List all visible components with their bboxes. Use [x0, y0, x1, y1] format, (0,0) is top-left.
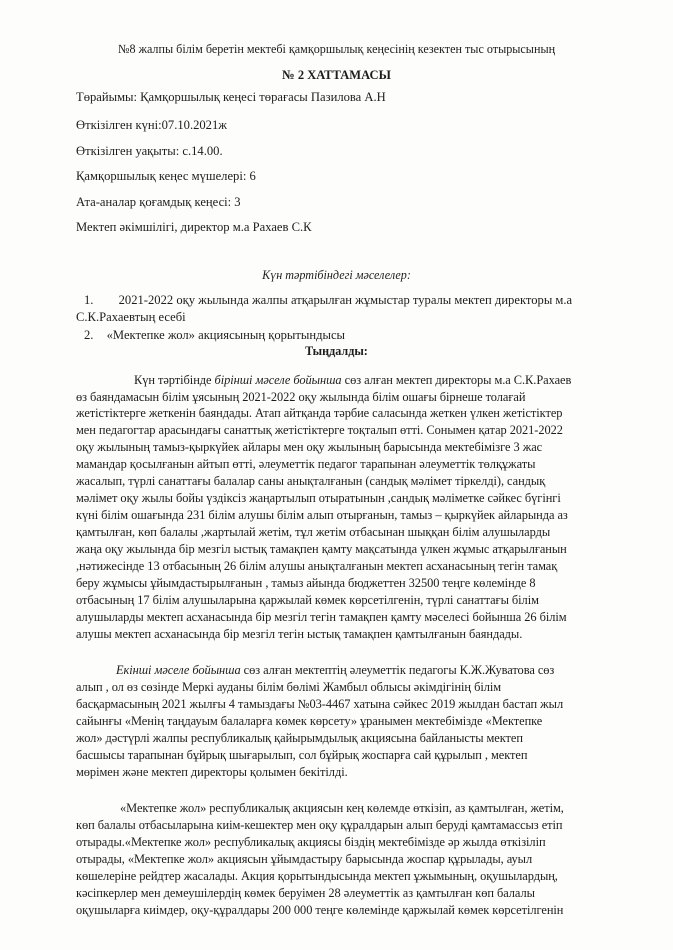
para1-line: алушы мектеп асханасында бір мезгіл тегін ыстық тамақпен қамтылғанын баяндады. — [76, 627, 523, 641]
para3-line: оқушыларға киімдер, оқу-құралдары 200 000 теңге көлемінде қаржылай көмек көрсетілгенін — [76, 903, 564, 917]
para1-line: Күн тәртібінде бірінші мәселе бойынша сөз алған мектеп директоры м.а С.К.Рахаев — [134, 373, 572, 387]
para1-line: жетістіктерге жеткенін баяндады. Атап айтқанда тәрбие саласында жеткен үлкен жетістіктер — [76, 406, 563, 420]
para1-line: өз баяндамасын білім ұясының 2021-2022 оқу жылында білім ошағы бірнеше толағай — [76, 390, 526, 404]
para1-line: оқу жылының тамыз-қыркүйек айлары мен оқу жылының барысында мектебімізге 3 жас — [76, 440, 543, 454]
para1-line: ,нәтижесінде 13 отбасының 26 білім алушы анықталғанын мектеп асханасының тегін тамақ — [76, 559, 558, 573]
para3-line: отырады, «Мектепке жол» акциясын ұйымдастыру барысында жоспар құрылады, ауыл — [76, 852, 533, 866]
para3-line: көп балалы отбасыларына киім-кешектер мен оқу құралдарын алып беруді қамтамассыз етіп — [76, 818, 563, 832]
meta-administration: Мектеп әкімшілігі, директор м.а Рахаев С.К — [76, 220, 312, 234]
para1-line: мәлімет оқу жылы бойы үздіксіз жаңартылып отыратынын ,сандық мәліметке сәйкес бүгінгі — [76, 491, 561, 505]
para3-line: көшелеріне рейдтер жасалады. Акция қорытындысында мектеп ұжымының, оқушылардың, — [76, 869, 558, 883]
meta-chair: Төрайымы: Қамқоршылық кеңесі төрағасы Пазилова А.Н — [76, 90, 386, 104]
para1-line: мамандар қосылғанын айтып өтті, әлеуметтік педагог тарапынан әлеуметтік төлқұжаты — [76, 457, 536, 471]
heard-heading: Тыңдалды: — [305, 344, 368, 358]
agenda-heading: Күн тәртібіндегі мәселелер: — [262, 268, 411, 282]
para1-line: күні білім ошағында 231 білім алушы білім алып отырғанын, тамыз – қыркүйек айларында аз — [76, 508, 568, 522]
agenda-item-2: 2. «Мектепке жол» акциясының қорытындысы — [84, 328, 346, 342]
meta-time: Өткізілген уақыты: с.14.00. — [76, 144, 223, 158]
para2-line: Екінші мәселе бойынша сөз алған мектептің әлеуметтік педагогы К.Ж.Жуватова сөз — [116, 663, 555, 677]
agenda-item-1: 1. 2021-2022 оқу жылында жалпы атқарылған жұмыстар туралы мектеп директоры м.а — [84, 293, 573, 307]
para1-line: алушыларды мектеп асханасында бір мезгіл тегін тамақпен қамту мәселесі бойынша 26 білім — [76, 610, 567, 624]
meta-parents: Ата-аналар қоғамдық кеңесі: 3 — [76, 195, 241, 209]
para2-line: жол» дәстүрлі жалпы республикалық қайырымдылық акциясына байланысты мектеп — [76, 731, 523, 745]
para2-line: алып , ол өз сөзінде Меркі ауданы білім бөлімі Жамбыл облысы әкімдігінің білім — [76, 680, 502, 694]
protocol-number: № 2 ХАТТАМАСЫ — [282, 67, 391, 82]
meta-date: Өткізілген күні:07.10.2021ж — [76, 118, 227, 132]
para3-line: «Мектепке жол» республикалық акциясын кең көлемде өткізіп, аз қамтылған, жетім, — [120, 801, 564, 815]
para3-line: отырады.«Мектепке жол» республикалық акциясы біздің мектебімізде әр жылда өткізіліп — [76, 835, 546, 849]
para1-line: жаңа оқу жылында бір мезгіл ыстық тамақпен қамту мақсатында үлкен жұмыс атқарылғанын — [76, 542, 567, 556]
para1-line: мен педагогтар арасындағы санаттық жетістіктерге тоқталып өтті. Сонымен қатар 2021-2022 — [76, 423, 563, 437]
para3-line: кәсіпкерлер мен демеушілердің көмек беруімен 28 әлеуметтік аз қамтылған көп балалы — [76, 886, 535, 900]
para1-line: жасалып, түрлі санаттағы балалар саны анықталғанын (сандық мәлімет тіркелді), сандық — [76, 474, 546, 488]
document-title: №8 жалпы білім беретін мектебі қамқоршылық кеңесінің кезектен тыс отырысының — [117, 42, 556, 56]
para2-line: мөрімен және мектеп директоры қолымен бекітілді. — [76, 765, 348, 779]
agenda-item-1-cont: С.К.Рахаевтың есебі — [76, 310, 186, 324]
meta-members: Қамқоршылық кеңес мүшелері: 6 — [76, 169, 256, 183]
para1-line: отбасының 17 білім алушыларына қаржылай көмек көрсетілгенін, түрлі санаттағы білім — [76, 593, 539, 607]
para1-line: қамтылған, көп балалы ,жартылай жетім, тұл жетім отбасынан шыққан білім алушыларды — [76, 525, 551, 539]
para2-line: басқармасының 2021 жылғы 4 тамыздағы №03-4467 хатына сәйкес 2019 жылдан бастап жыл — [76, 697, 564, 711]
para1-line: беру жұмысы ұйымдастырылғанын , тамыз айында бюджеттен 32500 теңге көлемінде 8 — [76, 576, 536, 590]
para2-line: сайынғы «Менің таңдауым балаларға көмек көрсету» ұранымен мектебімізде «Мектепке — [76, 714, 543, 728]
para2-line: басшысы тарапынан бұйрық шығарылып, сол бұйрық жоспарға сай құрылып , мектеп — [76, 748, 528, 762]
